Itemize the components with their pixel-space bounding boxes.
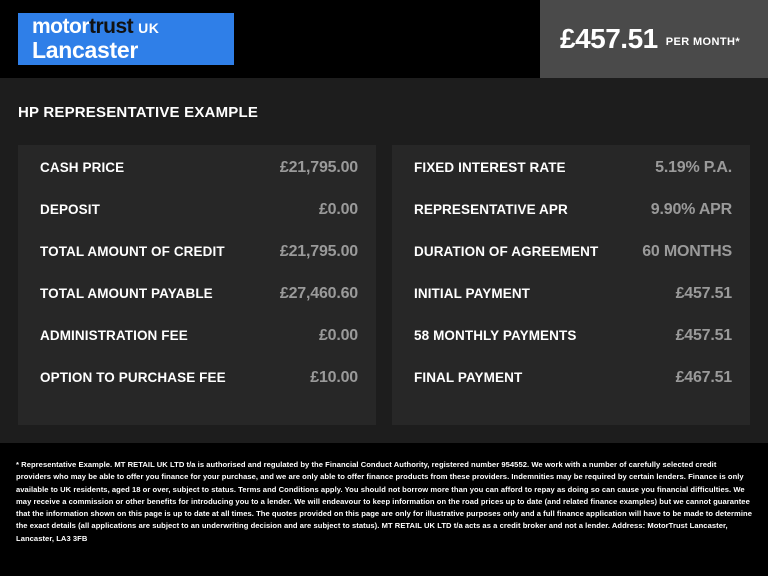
finance-panel-right — [392, 145, 750, 425]
detail-row — [414, 243, 732, 285]
legal-disclaimer-text: * Representative Example. MT RETAIL UK LTD t/a is authorised and regulated by the Financial Conduct Authority, registered number 954552. We work with a number of carefully selected credit providers who may be able to offer you finance for your purchase, and we are only able to offer finance products from these providers. Indemnities may be required by certain lenders. Finance is only available to UK residents, aged 18 or over, subject to status. Terms and Conditions apply. You should not borrow more than you can afford to repay as doing so can cause you financial difficulties. We may receive a commission or other benefits for introducing you to a lender. We will endeavour to keep information on the road prices up to date (and related finance examples) but we cannot guarantee that the information shown on this page is up to date at all times. The quotes provided on this page are only for illustrative purposes only and a full finance application will have to be made to determine the exact details (all applications are subject to an underwriting decision and are subject to status). MT RETAIL UK LTD t/a acts as a credit broker and not a lender. Address: MotorTrust Lancaster, Lancaster, LA3 3FB — [16, 460, 752, 543]
detail-row — [40, 285, 358, 327]
detail-label: 58 MONTHLY PAYMENTS — [414, 328, 577, 343]
detail-row — [414, 369, 732, 411]
legal-disclaimer — [0, 443, 768, 576]
detail-row — [40, 327, 358, 369]
brand-logo[interactable] — [18, 13, 234, 65]
detail-value: £457.51 — [675, 327, 732, 344]
detail-label: REPRESENTATIVE APR — [414, 202, 568, 217]
detail-label: DEPOSIT — [40, 202, 100, 217]
detail-row — [414, 285, 732, 327]
monthly-price-amount: £457.51 — [560, 23, 658, 54]
page-title: HP REPRESENTATIVE EXAMPLE — [18, 104, 259, 121]
detail-label: ADMINISTRATION FEE — [40, 328, 188, 343]
detail-value: £467.51 — [675, 369, 732, 386]
detail-label: CASH PRICE — [40, 160, 125, 175]
detail-row — [40, 369, 358, 411]
detail-row — [40, 159, 358, 201]
logo-primary-line — [32, 16, 224, 37]
detail-value: £0.00 — [318, 201, 358, 218]
finance-panel-left — [18, 145, 376, 425]
header-left — [0, 0, 540, 78]
detail-value: £21,795.00 — [279, 159, 358, 176]
detail-value: 5.19% P.A. — [655, 159, 732, 176]
detail-label: FIXED INTEREST RATE — [414, 160, 566, 175]
detail-value: £21,795.00 — [279, 243, 358, 260]
detail-row — [414, 159, 732, 201]
page-header — [0, 0, 768, 78]
monthly-price-period: PER MONTH* — [665, 36, 740, 48]
detail-value: £10.00 — [310, 369, 358, 386]
logo-trust-text: trust — [89, 14, 134, 38]
finance-details-panels — [0, 121, 768, 425]
detail-label: TOTAL AMOUNT PAYABLE — [40, 286, 213, 301]
detail-row — [414, 201, 732, 243]
detail-row — [414, 327, 732, 369]
logo-motor-text: motor — [32, 14, 89, 38]
detail-label: FINAL PAYMENT — [414, 370, 523, 385]
monthly-price-badge — [540, 0, 768, 78]
detail-value: £457.51 — [675, 285, 732, 302]
logo-uk-text: UK — [138, 19, 160, 36]
logo-location-text: Lancaster — [32, 36, 138, 63]
detail-value: 9.90% APR — [650, 201, 732, 218]
detail-value: 60 MONTHS — [642, 243, 732, 260]
detail-label: OPTION TO PURCHASE FEE — [40, 370, 226, 385]
detail-label: DURATION OF AGREEMENT — [414, 244, 599, 259]
detail-label: INITIAL PAYMENT — [414, 286, 531, 301]
detail-row — [40, 243, 358, 285]
detail-row — [40, 201, 358, 243]
detail-value: £27,460.60 — [279, 285, 358, 302]
detail-label: TOTAL AMOUNT OF CREDIT — [40, 244, 225, 259]
detail-value: £0.00 — [318, 327, 358, 344]
